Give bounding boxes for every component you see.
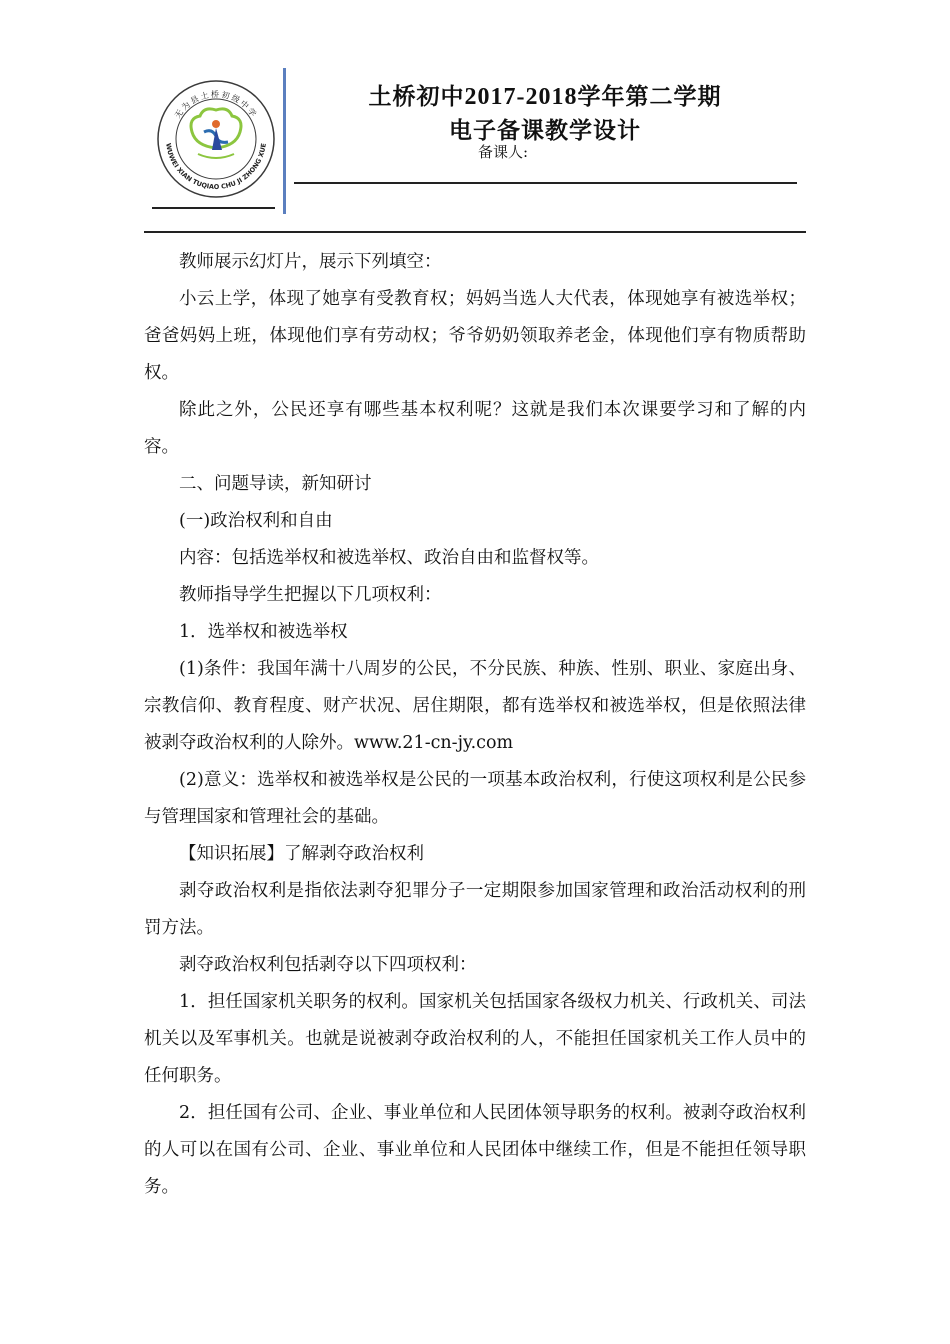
logo-emblem-icon	[191, 109, 241, 158]
paragraph: 内容：包括选举权和被选举权、政治自由和监督权等。	[179, 548, 599, 568]
paragraph: 教师展示幻灯片，展示下列填空：	[179, 252, 442, 272]
preparer-label: 备课人:	[478, 143, 529, 161]
logo-arc-bottom-text: WUWEI XIAN TUQIAO CHU JI ZHONG XUE	[164, 142, 268, 192]
list-item: 2．担任国有公司、企业、事业单位和人民团体领导职务的权利。被剥夺政治权利的人可以在国有公司、企业、事业单位和人民团体中继续工作，但是不能担任领导职务。	[144, 1103, 806, 1197]
paragraph: 剥夺政治权利包括剥夺以下四项权利：	[179, 955, 477, 975]
title-years: 2017-2018	[464, 84, 578, 110]
paragraph: 小云上学，体现了她享有受教育权；妈妈当选人大代表，体现她享有被选举权；爸爸妈妈上班，体现他们享有劳动权；爷爷奶奶领取养老金，体现他们享有物质帮助权。	[144, 289, 806, 383]
logo-underline	[152, 207, 275, 209]
school-logo	[152, 70, 280, 208]
paragraph: 剥夺政治权利是指依法剥夺犯罪分子一定期限参加国家管理和政治活动权利的刑罚方法。	[144, 881, 806, 938]
logo-arc-top-text: 无为县土桥初级中学	[173, 90, 259, 120]
title-term: 学年第二学期	[577, 84, 722, 110]
section-heading: 二、问题导读，新知研讨	[179, 474, 372, 494]
paragraph: (1)条件：我国年满十八周岁的公民，不分民族、种族、性别、职业、家庭出身、宗教信仰、教育程度、财产状况、居住期限，都有选举权和被选举权，但是依照法律被剥夺政治权利的人除外。www.21-cn-jy.com	[144, 659, 806, 753]
svg-text:无为县土桥初级中学	[173, 89, 260, 120]
list-heading: 1．选举权和被选举权	[179, 622, 348, 642]
page-title-line2: 电子备课教学设计	[449, 118, 641, 144]
page-title-line1	[300, 78, 790, 111]
subsection-heading: (一)政治权利和自由	[179, 511, 333, 531]
header-rule-full	[144, 231, 806, 233]
header-vertical-accent-bar	[283, 68, 286, 214]
paragraph: 除此之外，公民还享有哪些基本权利呢？这就是我们本次课要学习和了解的内容。	[144, 400, 806, 457]
knowledge-extension-heading: 【知识拓展】了解剥夺政治权利	[179, 844, 424, 864]
paragraph: (2)意义：选举权和被选举权是公民的一项基本政治权利，行使这项权利是公民参与管理国家和管理社会的基础。	[144, 770, 806, 827]
list-item: 1．担任国家机关职务的权利。国家机关包括国家各级权力机关、行政机关、司法机关以及军事机关。也就是说被剥夺政治权利的人，不能担任国家机关工作人员中的任何职务。	[144, 992, 806, 1086]
header-rule-short	[294, 182, 797, 184]
paragraph: 教师指导学生把握以下几项权利：	[179, 585, 442, 605]
title-school: 土桥初中	[368, 84, 465, 110]
document-body	[144, 244, 806, 1206]
